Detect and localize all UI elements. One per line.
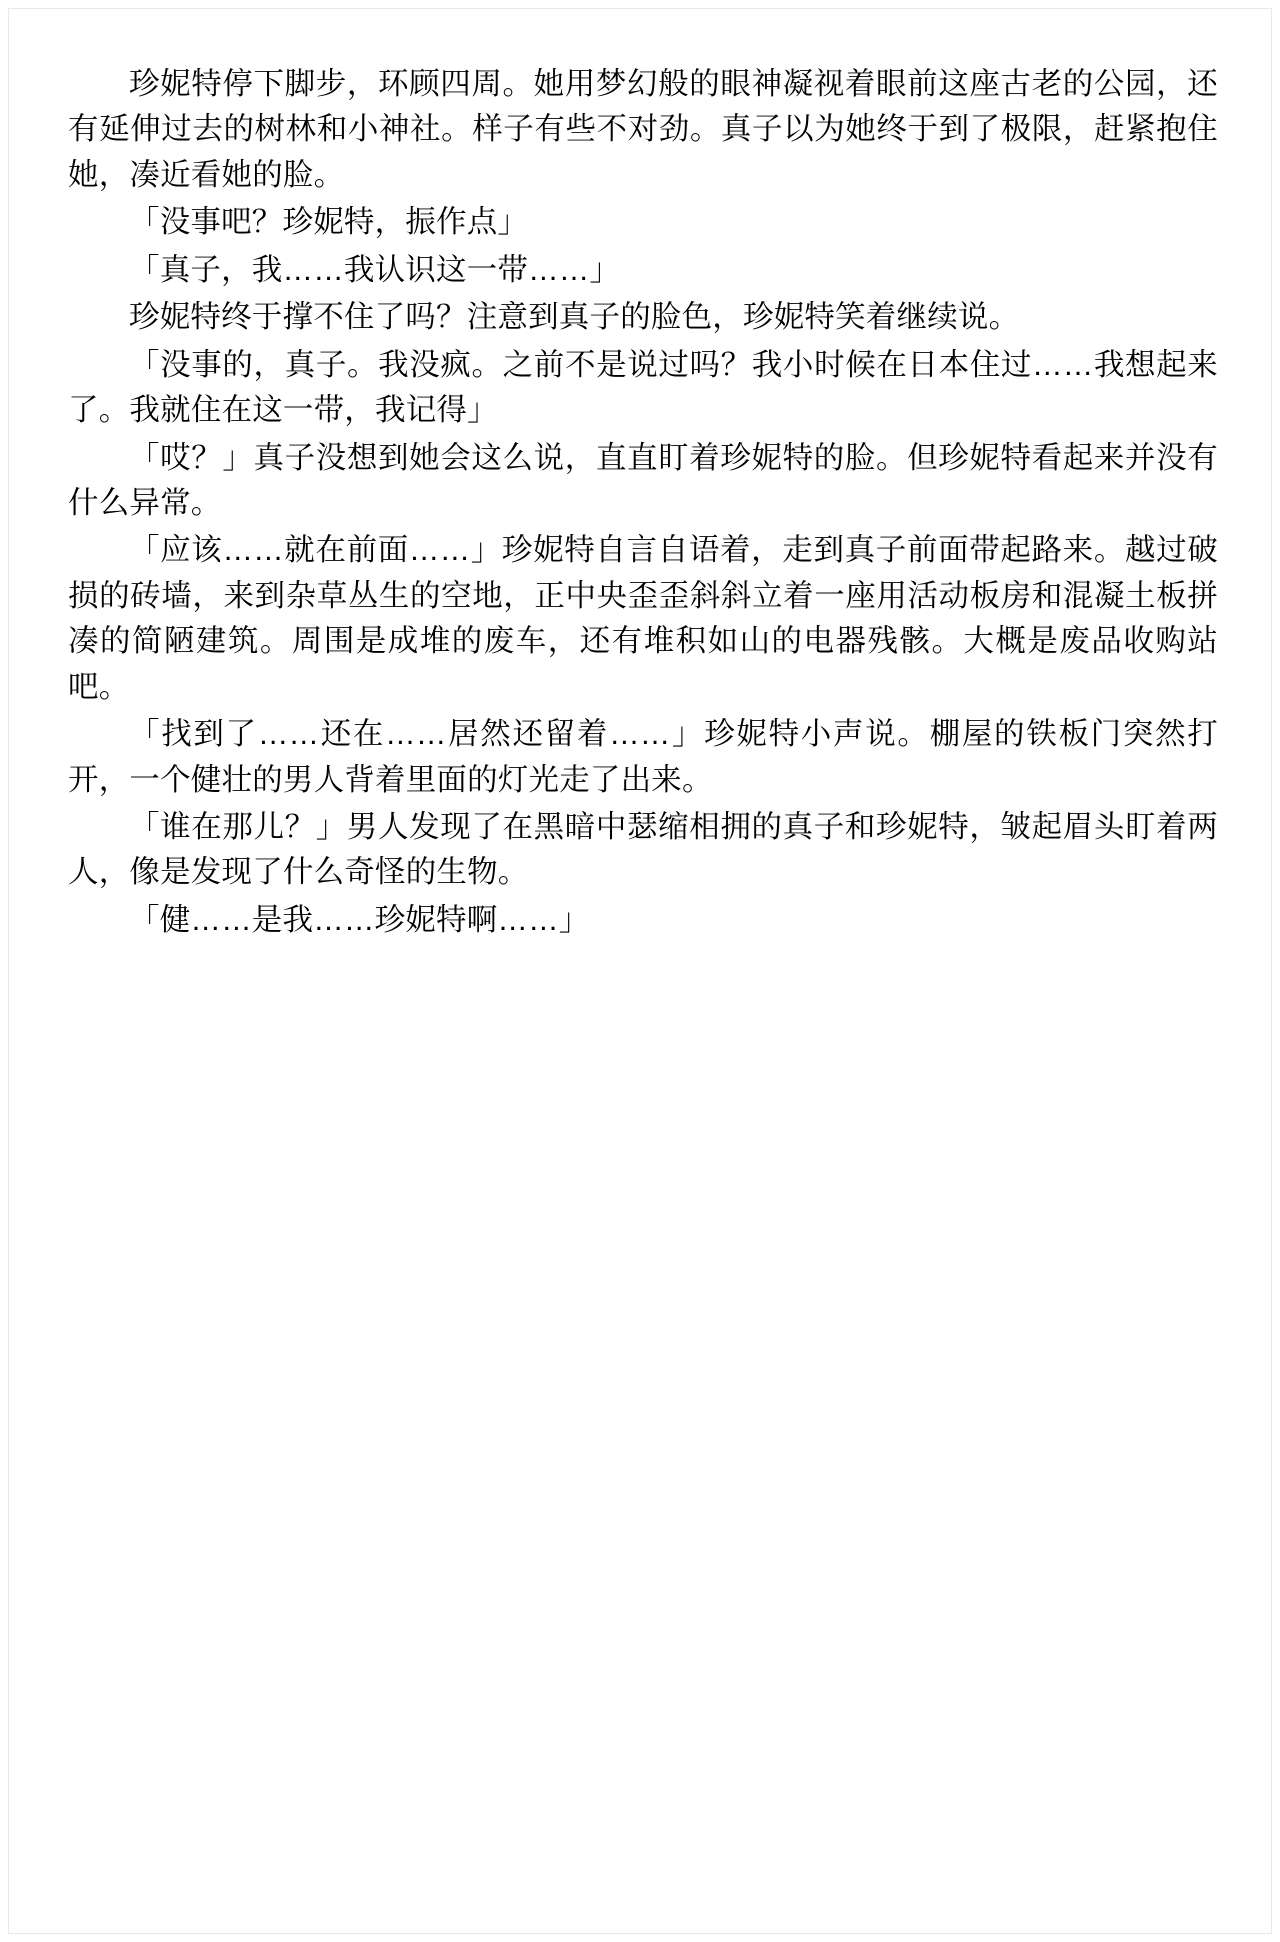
paragraph: 「应该……就在前面……」珍妮特自言自语着，走到真子前面带起路来。越过破损的砖墙，来到杂草丛生的空地，正中央歪歪斜斜立着一座用活动板房和混凝土板拼凑的简陋建筑。周围是成堆的废车，还有堆积如山的电器残骸。大概是废品收购站吧。 [68,533,1218,704]
paragraph: 「哎？」真子没想到她会这么说，直直盯着珍妮特的脸。但珍妮特看起来并没有什么异常。 [68,440,1218,520]
paragraph: 「健……是我……珍妮特啊……」 [129,902,590,937]
paragraph: 「没事吧？珍妮特，振作点」 [129,205,529,240]
paragraph: 珍妮特停下脚步，环顾四周。她用梦幻般的眼神凝视着眼前这座古老的公园，还有延伸过去的树林和小神社。样子有些不对劲。真子以为她终于到了极限，赶紧抱住她，凑近看她的脸。 [68,67,1218,192]
paragraph: 「找到了……还在……居然还留着……」珍妮特小声说。棚屋的铁板门突然打开，一个健壮的男人背着里面的灯光走了出来。 [68,717,1218,797]
paragraph: 「谁在那儿？」男人发现了在黑暗中瑟缩相拥的真子和珍妮特，皱起眉头盯着两人，像是发现了什么奇怪的生物。 [68,810,1218,890]
paragraph: 「没事的，真子。我没疯。之前不是说过吗？我小时候在日本住过……我想起来了。我就住在这一带，我记得」 [68,347,1218,428]
page-body-text [68,62,1218,945]
paragraph: 珍妮特终于撑不住了吗？注意到真子的脸色，珍妮特笑着继续说。 [129,300,1020,335]
paragraph: 「真子，我……我认识这一带……」 [129,252,621,287]
